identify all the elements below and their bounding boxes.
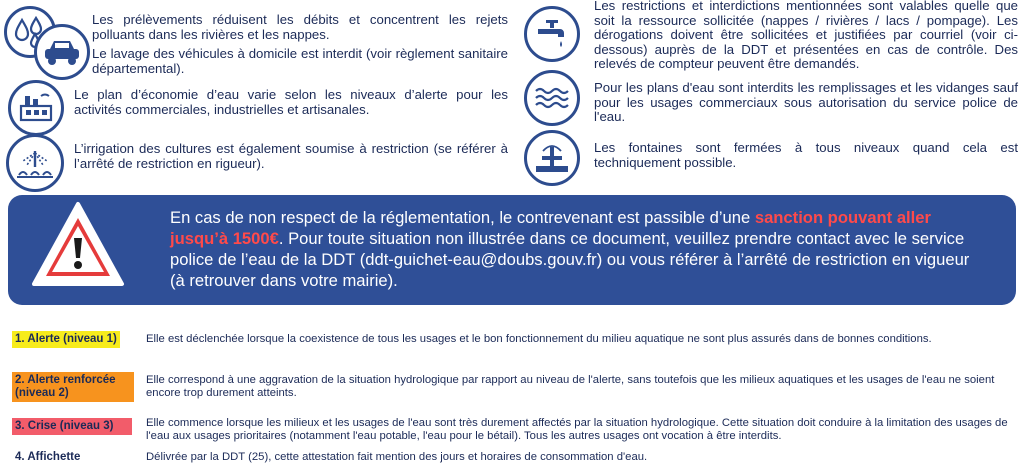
level-badge-alerte: 1. Alerte (niveau 1) [12,331,120,348]
warning-text: En cas de non respect de la réglementation, le contrevenant est passible d’une sanction pouvant aller jusqu’à 1500€. Pour toute situation non illustrée dans ce document, veuillez prendre contact avec le service police de l’eau de la DDT (ddt-guichet-eau@doubs.gouv.fr) ou vous référer à l’arrêté de restriction en vigueur (à retrouver dans votre mairie). [170,208,970,290]
rule-text-ressource: Les restrictions et interdictions mentionnées sont valables quelle que soit la ressource sollicitée (nappes / rivières / lacs / pompage). Les dérogations doivent être sollicitées et justifiées par courriel (voir ci-dessous) auprès de la DDT et présentées en cas de contrôle. Des relevés de compteur peuvent être demandés. [594,0,1018,72]
irrigation-icon [6,134,64,192]
rule-text-lavage: Le lavage des véhicules à domicile est interdit (voir règlement sanitaire départemental). [92,46,508,76]
level-badge-affichette: 4. Affichette [15,451,81,463]
factory-icon [8,80,64,136]
level-badge-crise: 3. Crise (niveau 3) [12,418,132,435]
rule-text-economie: Le plan d’économie d’eau varie selon les niveaux d’alerte pour les activités commerciales, industrielles et artisanales. [74,87,508,117]
sanction-highlight: sanction pouvant aller jusqu’à 1500€ [170,208,931,248]
fountain-icon [524,130,580,186]
tap-icon [524,6,580,62]
rule-text-fontaines: Les fontaines sont fermées à tous niveaux quand cela est techniquement possible. [594,140,1018,170]
level-desc-alerte: Elle est déclenchée lorsque la coexistence de tous les usages et le bon fonctionnement du milieu aquatique ne sont plus assurés dans de bonnes conditions. [146,333,932,345]
water-waves-icon [524,70,580,126]
level-desc-crise: Elle commence lorsque les milieux et les usages de l'eau sont très durement affectés par la situation hydrologique. Cette situation doit conduire à la limitation des usages de l'eau aux usages prioritaires (notamment l'eau potable, l'eau pour le bétail). Tous les autres usages ont vocation à être interdits. [146,417,1008,442]
level-desc-affichette: Délivrée par la DDT (25), cette attestation fait mention des jours et horaires de consommation d'eau. [146,451,648,463]
rule-text-irrigation: L’irrigation des cultures est également soumise à restriction (se référer à l’arrêté de restriction en rigueur). [74,141,508,171]
level-badge-alerte-renforcee: 2. Alerte renforcée (niveau 2) [12,372,134,402]
level-desc-alerte-renforcee: Elle correspond à une aggravation de la situation hydrologique par rapport au niveau de l'alerte, sans toutefois que les milieux aquatiques et les usages de l'eau ne soient encore trop durement atteints. [146,374,995,399]
warning-triangle-icon [30,200,126,288]
car-icon [34,24,90,80]
rule-text-plans-eau: Pour les plans d'eau sont interdits les remplissages et les vidanges sauf pour les usages commerciaux sous autorisation du service police de l'eau. [594,80,1018,125]
rule-text-rejets: Les prélèvements réduisent les débits et concentrent les rejets polluants dans les rivières et les nappes. [92,12,508,42]
